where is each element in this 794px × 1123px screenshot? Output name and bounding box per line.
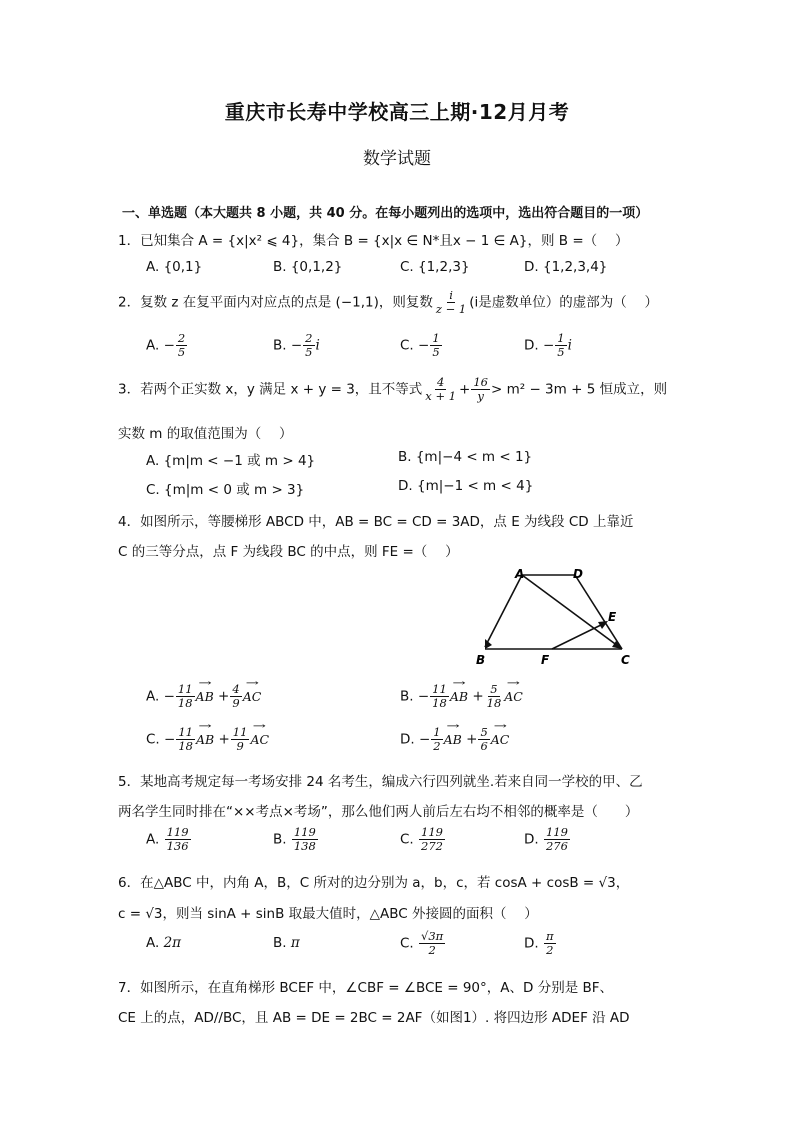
question-4-line1: 4．如图所示，等腰梯形 ABCD 中，AB = BC = CD = 3AD，点 E 为线段 CD 上靠近 (118, 514, 634, 530)
page-subtitle: 数学试题 (363, 149, 431, 169)
q2-option-c (400, 332, 443, 359)
vector-label: AC (490, 731, 510, 747)
page-title: 重庆市长寿中学校高三上期·12月月考 (224, 100, 570, 124)
q1-option-b: B. {0,1,2} (273, 259, 343, 275)
sign: − (542, 337, 555, 354)
fraction (555, 332, 566, 359)
vector (195, 720, 215, 747)
question-6-line2: c = √3，则当 sinA + sinB 取最大值时，△ABC 外接圆的面积（ ） (118, 906, 538, 922)
fraction-numerator: 4 (232, 682, 240, 696)
fraction-denominator: 138 (293, 839, 316, 854)
fraction-numerator: 1 (433, 725, 441, 739)
fraction (544, 826, 570, 853)
fraction (165, 826, 191, 853)
fraction-numerator: 119 (421, 825, 443, 839)
vector-arrow: → (197, 677, 212, 689)
section-heading: 一、单选题（本大题共 8 小题，共 40 分。在每小题列出的选项中，选出符合题目的一项） (122, 206, 649, 221)
option-letter: A. (146, 688, 164, 705)
sign: − (164, 731, 176, 748)
vector (504, 677, 523, 704)
fraction (544, 930, 556, 957)
fraction-numerator: 11 (178, 725, 193, 739)
fraction-denominator: 5 (557, 345, 565, 360)
q3-stem-a: 3．若两个正实数 x，y 满足 x + y = 3，且不等式 (118, 381, 423, 398)
fraction-denominator: 9 (236, 739, 244, 754)
q2-option-a (146, 332, 188, 359)
q3-f2-den: y (477, 389, 484, 404)
option-letter: A. (146, 935, 164, 951)
q3-stem-b: > m² − 3m + 5 恒成立，则 (491, 381, 668, 398)
vector-label: AC (250, 731, 270, 747)
option-letter: B. (400, 688, 418, 705)
vector-arrow: → (253, 720, 267, 732)
vector (449, 677, 469, 704)
vector-fe (552, 623, 605, 649)
label-f: F (541, 653, 550, 667)
q4-option-a (146, 677, 262, 711)
q3-option-b: B. {m|−4 < m < 1} (398, 449, 533, 465)
fraction-denominator: 5 (432, 345, 440, 360)
question-7-line1: 7．如图所示，在直角梯形 BCEF 中，∠CBF = ∠BCE = 90°，A、D 分别是 BF、 (118, 980, 614, 996)
q6-option-a (146, 935, 181, 951)
q1-option-d: D. {1,2,3,4} (524, 259, 608, 275)
fraction-denominator: 18 (178, 739, 193, 754)
fraction-denominator: 2 (546, 943, 554, 958)
q2-fraction (434, 289, 468, 316)
sign: + (468, 688, 484, 705)
fraction-denominator: 18 (486, 696, 502, 711)
question-2-stem (118, 289, 658, 316)
sign: − (417, 688, 430, 705)
q6-option-d (524, 930, 557, 957)
sign: + (214, 731, 230, 748)
fraction-numerator: 5 (490, 682, 498, 696)
fraction-denominator: 18 (177, 696, 193, 711)
fraction (292, 826, 318, 853)
question-3-line2: 实数 m 的取值范围为（ ） (118, 426, 293, 442)
question-1-stem: 1．已知集合 A = {x|x² ⩽ 4}，集合 B = {x|x ∈ N*且x − 1 ∈ A}，则 B =（ ） (118, 233, 629, 249)
fraction-numerator: 1 (557, 331, 565, 345)
q6-option-b (273, 935, 300, 951)
option-letter: C. (400, 831, 419, 848)
fraction-denominator: 276 (545, 839, 568, 854)
q3-option-c: C. {m|m < 0 或 m > 3} (146, 482, 305, 498)
fraction-numerator: 11 (177, 682, 193, 696)
label-b: B (476, 653, 486, 667)
q2-stem-b: (i是虚数单位）的虚部为（ ） (469, 294, 659, 311)
option-letter: C. (400, 337, 419, 354)
fraction-numerator: 11 (432, 682, 447, 696)
label-e: E (608, 610, 617, 624)
q3-f1-den: x + 1 (425, 389, 457, 404)
q2-stem-a: 2．复数 z 在复平面内对应点的点是 (−1,1)，则复数 (118, 294, 433, 311)
fraction-denominator: 5 (177, 345, 186, 360)
fraction-numerator: 2 (305, 331, 313, 345)
fraction-numerator: 5 (480, 725, 488, 739)
fraction-denominator: 2 (428, 943, 436, 958)
option-letter: D. (524, 831, 543, 848)
sign: + (461, 731, 478, 748)
imag-unit: i (567, 337, 572, 354)
question-3-stem (118, 376, 667, 403)
vector-arrow: → (493, 720, 507, 732)
fraction-denominator: 2 (433, 739, 441, 754)
edge-ab (485, 575, 522, 647)
option-letter: C. (146, 731, 165, 748)
vector (490, 720, 510, 747)
question-6-line1: 6．在△ABC 中，内角 A，B，C 所对的边分别为 a，b，c，若 cosA + cosB = √3， (118, 875, 630, 891)
imag-unit: i (315, 337, 320, 354)
fraction (419, 930, 445, 957)
q3-option-d: D. {m|−1 < m < 4} (398, 478, 534, 494)
sign: − (290, 337, 303, 354)
option-letter: D. (524, 337, 543, 354)
q2-frac-den: z − 1 (435, 302, 467, 317)
q4-option-b (400, 677, 523, 711)
fraction-denominator: 272 (421, 839, 443, 854)
q3-f1-num: 4 (437, 375, 445, 389)
q1-option-a: A. {0,1} (146, 259, 203, 275)
q5-option-b (273, 826, 319, 853)
diagonal-ac (522, 575, 622, 649)
sign: + (213, 688, 230, 705)
q5-option-c (400, 826, 446, 853)
q3-fraction-1 (423, 376, 458, 403)
vector-label: AC (504, 688, 523, 704)
vector-label: AB (443, 731, 462, 747)
option-letter: B. (273, 935, 291, 951)
vector (242, 677, 262, 704)
sign: − (163, 688, 175, 705)
vector-arrow: → (198, 720, 212, 732)
fraction-denominator: 136 (166, 839, 189, 854)
vector-label: AB (449, 688, 469, 704)
option-letter: B. (273, 337, 291, 354)
question-4-line2: C 的三等分点，点 F 为线段 BC 的中点，则 FE =（ ） (118, 544, 459, 560)
option-letter: A. (146, 831, 164, 848)
option-value: 2π (163, 935, 182, 951)
q6-option-c (400, 930, 446, 957)
vector (195, 677, 214, 704)
vector-arrow: → (506, 677, 521, 689)
q2-frac-num: i (449, 288, 453, 302)
sign: − (163, 337, 175, 354)
q5-option-d (524, 826, 571, 853)
vector-label: AB (195, 688, 214, 704)
q3-option-a: A. {m|m < −1 或 m > 4} (146, 453, 316, 469)
q1-option-c: C. {1,2,3} (400, 259, 470, 275)
fraction-denominator: 6 (480, 739, 488, 754)
question-5-line2: 两名学生同时排在“××考点×考场”，那么他们两人前后左右均不相邻的概率是（ ） (118, 804, 639, 820)
option-value: π (290, 935, 300, 951)
sign: − (418, 337, 430, 354)
fraction-denominator: 9 (232, 696, 240, 711)
sign: − (418, 731, 431, 748)
question-5-line1: 5．某地高考规定每一考场安排 24 名考生，编成六行四列就坐.若来自同一学校的甲、乙 (118, 774, 643, 790)
vector (443, 720, 462, 747)
label-c: C (621, 653, 630, 667)
fraction-numerator: 1 (432, 331, 440, 345)
option-letter: C. (400, 935, 419, 952)
fraction-denominator: 18 (432, 696, 447, 711)
fraction-numerator: 11 (232, 725, 248, 739)
q2-option-b (273, 332, 320, 359)
fraction-numerator: π (545, 929, 554, 943)
q4-option-d (400, 720, 510, 754)
option-letter: D. (400, 731, 419, 748)
trapezoid-figure (468, 565, 644, 671)
fraction-numerator: 119 (545, 825, 568, 839)
q5-option-a (146, 826, 192, 853)
option-letter: D. (524, 935, 543, 952)
q3-fraction-2 (471, 376, 490, 403)
label-a: A (515, 567, 525, 581)
vector-label: AC (242, 688, 262, 704)
fraction (176, 332, 187, 359)
vector-arrow: → (446, 720, 460, 732)
fraction-numerator: 119 (293, 825, 316, 839)
option-letter: B. (273, 831, 291, 848)
fraction (430, 332, 441, 359)
fraction (419, 826, 445, 853)
vector-arrow: → (452, 677, 466, 689)
vector-label: AB (195, 731, 215, 747)
q4-option-c (146, 720, 270, 754)
fraction-numerator: 119 (166, 825, 189, 839)
fraction-numerator: √3π (421, 929, 444, 943)
q2-option-d (524, 332, 572, 359)
vector (250, 720, 270, 747)
question-7-line2: CE 上的点，AD//BC，且 AB = DE = 2BC = 2AF（如图1）. 将四边形 ADEF 沿 AD (118, 1010, 630, 1026)
fraction-numerator: 2 (177, 331, 186, 345)
label-d: D (573, 567, 583, 581)
fraction-denominator: 5 (305, 345, 313, 360)
vector-arrow: → (245, 677, 259, 689)
q3-plus: + (459, 381, 471, 398)
option-letter: A. (146, 337, 164, 354)
fraction (303, 332, 314, 359)
q3-f2-num: 16 (473, 375, 488, 389)
